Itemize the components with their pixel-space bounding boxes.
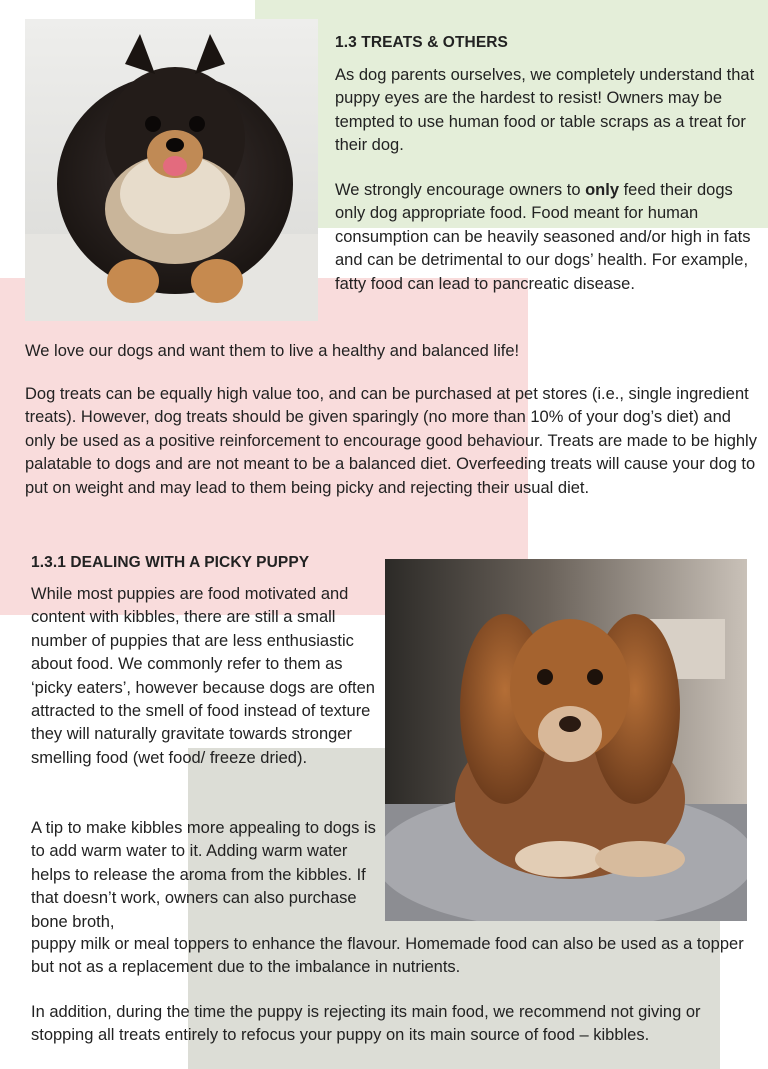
section-heading-treats: 1.3 TREATS & OTHERS [335,34,508,51]
treats-paragraph-2: We strongly encourage owners to only feed their dogs only dog appropriate food. Food meant for human consumption can be heavily seasoned and/or high in fats and can be detrimental to our dogs’ health. For example, fatty food can lead to pancreatic disease. [335,181,751,293]
picky-paragraph-3: In addition, during the time the puppy is rejecting its main food, we recommend not giving or stopping all treats entirely to refocus your puppy on its main source of food – kibbles. [31,1003,701,1045]
treats-paragraph-4: Dog treats can be equally high value too, and can be purchased at pet stores (i.e., single ingredient treats). However, dog treats should be given sparingly (no more than 10% of your dog’s diet) and only be used as a positive reinforcement to encourage good behaviour. Treats are made to be highly palatable to dogs and are not meant to be a balanced diet. Overfeeding treats will cause your dog to put on weight and may lead to them being picky and rejecting their usual diet. [25,385,757,497]
treats-paragraph-3: We love our dogs and want them to live a healthy and balanced life! [25,342,520,360]
treats-paragraph-1: As dog parents ourselves, we completely understand that puppy eyes are the hardest to resist! Owners may be tempted to use human food or table scraps as a treat for their dog. [335,66,755,155]
section-heading-picky-puppy: 1.3.1 DEALING WITH A PICKY PUPPY [31,554,310,571]
spaniel-puppy-photo [385,559,747,921]
picky-paragraph-2b: puppy milk or meal toppers to enhance the flavour. Homemade food can also be used as a topper but not as a replacement due to the imbalance in nutrients. [31,935,744,977]
picky-paragraph-2a: A tip to make kibbles more appealing to dogs is to add warm water to it. Adding warm water helps to release the aroma from the kibbles. If that doesn’t work, owners can also purchase bone broth, [31,819,376,931]
emphasis-only: only [585,181,619,199]
pomeranian-photo [25,19,318,321]
picky-paragraph-1: While most puppies are food motivated and content with kibbles, there are still a small number of puppies that are less enthusiastic about food. We commonly refer to them as ‘picky eaters’, however because dogs are often attracted to the smell of food instead of texture they will naturally gravitate towards stronger smelling food (wet food/ freeze dried). [31,585,375,767]
